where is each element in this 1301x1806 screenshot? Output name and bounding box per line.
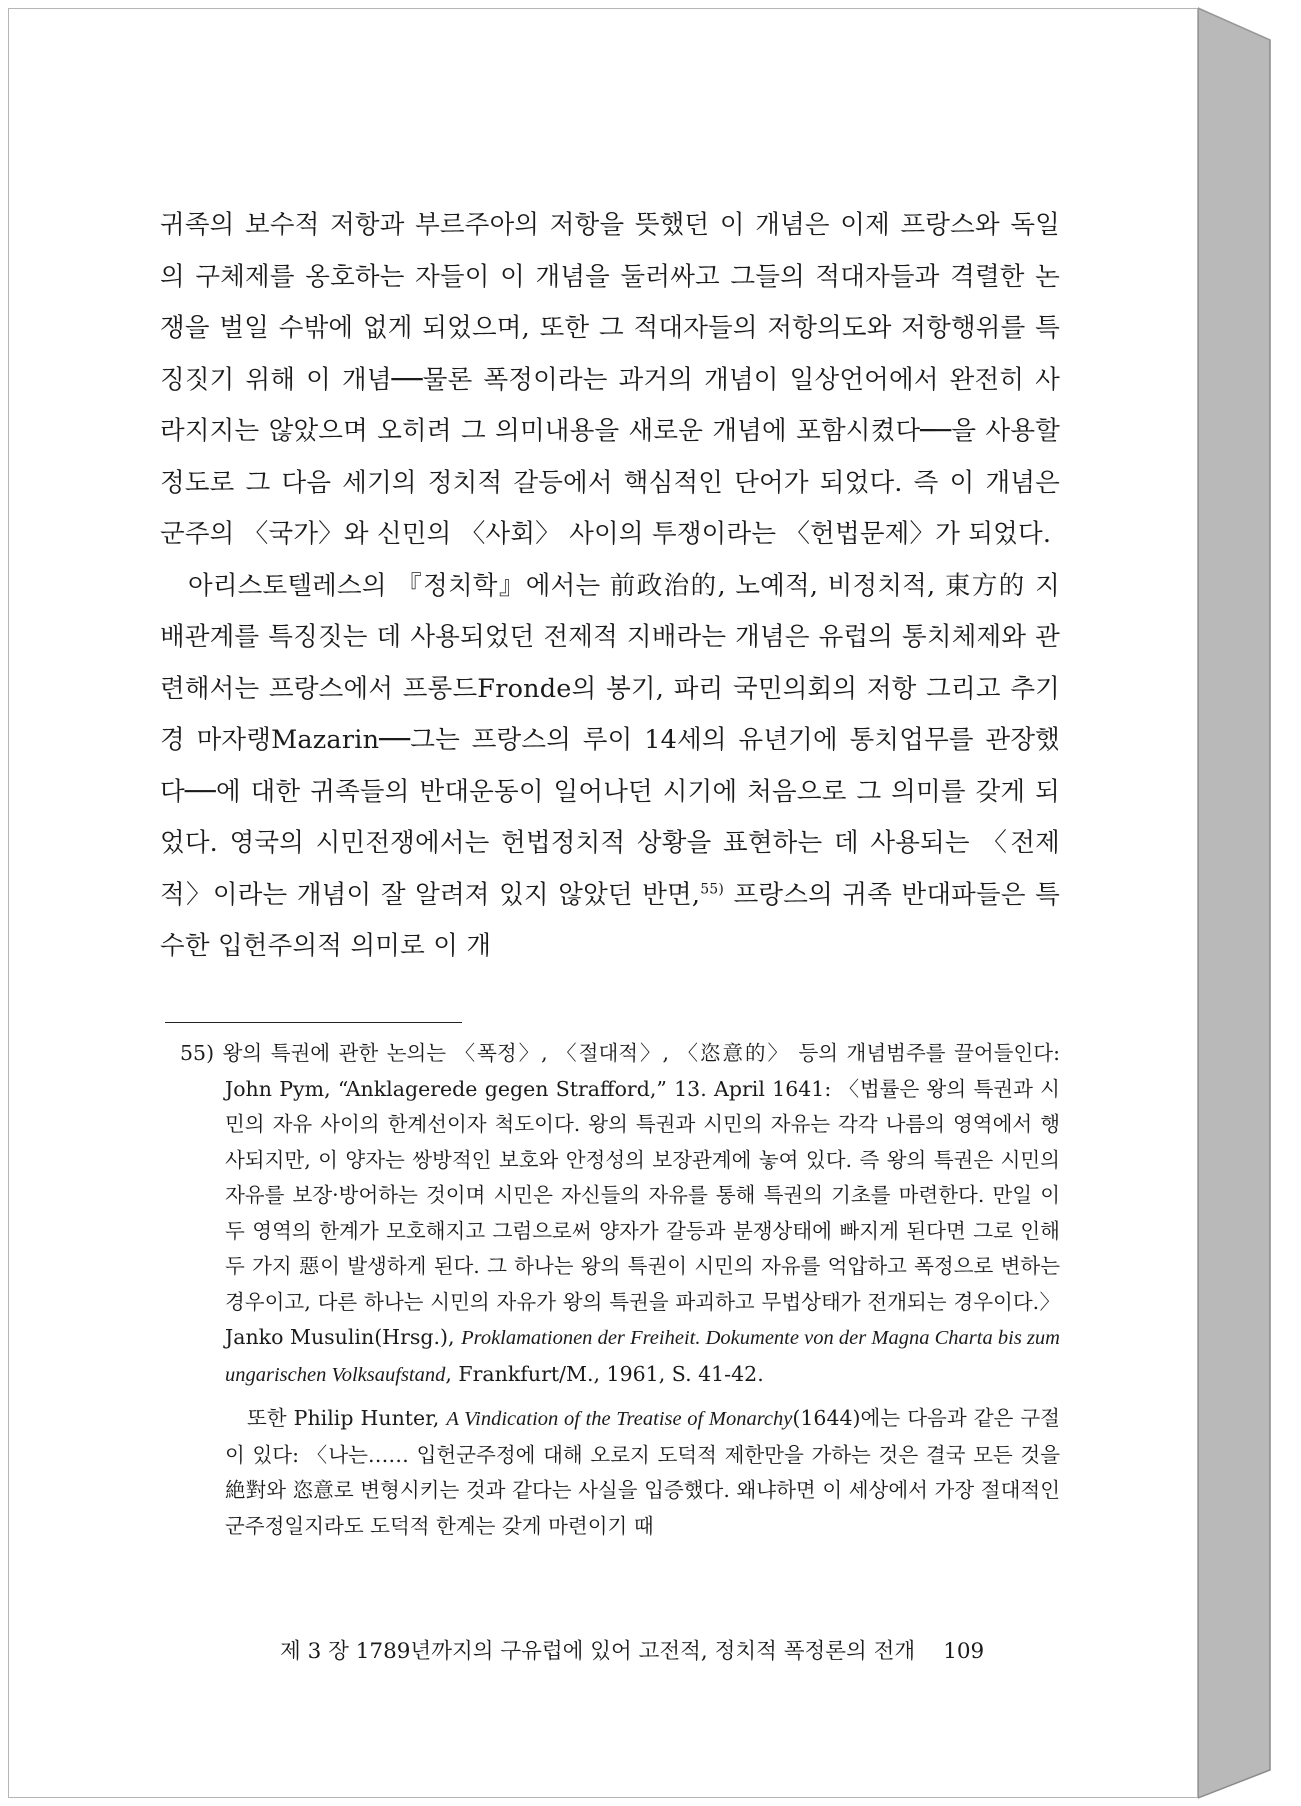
body-paragraph-2-part-2: 프랑스의 귀족 반대파들은 특수한 입헌주의적 의미로 이 개 — [160, 879, 1060, 961]
footnote-text-1: 왕의 특권에 관한 논의는 〈폭정〉, 〈절대적〉, 〈恣意的〉 등의 개념범주를 끌어들인다: John Pym, “Anklagerede gegen Strafford,” 13. April 1641: 〈법률은 왕의 특권과 시민의 자유 사이의 한계선이자 척도이다. 왕의 특권과 시민의 자유는 각각 나름의 영역에서 행사되지만, 이 양자는 쌍방적인 보호와 안정성의 보장관계에 놓여 있다. 즉 왕의 특권은 시민의 자유를 보장·방어하는 것이며 시민은 자신들의 자유를 통해 특권의 기초를 마련한다. 만일 이 두 영역의 한계가 모호해지고 그럼으로써 양자가 갈등과 분쟁상태에 빠지게 된다면 그로 인해 두 가지 惡이 발생하게 된다. 그 하나는 왕의 특권이 시민의 자유를 억압하고 폭정으로 변하는 경우이고, 다른 하나는 시민의 자유가 왕의 특권을 파괴하고 무법상태가 전개되는 경우이다.〉 Janko Musulin(Hrsg.), — [214, 1041, 1060, 1349]
footnote-55-continued — [180, 1401, 1060, 1544]
footnotes — [180, 1036, 1060, 1544]
body-paragraph-1: 귀족의 보수적 저항과 부르주아의 저항을 뜻했던 이 개념은 이제 프랑스와 독일의 구체제를 옹호하는 자들이 이 개념을 둘러싸고 그들의 적대자들과 격렬한 논쟁을 벌일 수밖에 없게 되었으며, 또한 그 적대자들의 저항의도와 저항행위를 특징짓기 위해 이 개념──물론 폭정이라는 과거의 개념이 일상언어에서 완전히 사라지지는 않았으며 오히려 그 의미내용을 새로운 개념에 포함시켰다──을 사용할 정도로 그 다음 세기의 정치적 갈등에서 핵심적인 단어가 되었다. 즉 이 개념은 군주의 〈국가〉와 신민의 〈사회〉 사이의 투쟁이라는 〈헌법문제〉가 되었다. — [160, 210, 1060, 549]
footnote-cont-title: A Vindication of the Treatise of Monarchy — [446, 1408, 793, 1430]
footnote-book-title: Proklamationen der Freiheit. Dokumente von der Magna Charta bis zum ungarischen Volksaufstand — [225, 1327, 1060, 1386]
page-number: 109 — [943, 1639, 985, 1664]
main-text — [160, 200, 1060, 973]
footnote-marker: 55) — [700, 881, 725, 897]
book-spine — [1198, 0, 1288, 1806]
chapter-title: 제 3 장 1789년까지의 구유럽에 있어 고전적, 정치적 폭정론의 전개 — [280, 1639, 916, 1664]
footnote-55 — [180, 1036, 1060, 1393]
footnote-cont-text-2: (1644)에는 다음과 같은 구절이 있다: 〈나는…… 입헌군주정에 대해 오로지 도덕적 제한만을 가하는 것은 결국 모든 것을 絶對와 恣意로 변형시키는 것과 같다는 사실을 입증했다. 왜냐하면 이 세상에서 가장 절대적인 군주정일지라도 도덕적 한계는 갖게 마련이기 때 — [225, 1406, 1060, 1538]
footnote-divider — [165, 1022, 462, 1023]
body-paragraph-2-part-1: 아리스토텔레스의 『정치학』에서는 前政治的, 노예적, 비정치적, 東方的 지배관계를 특징짓는 데 사용되었던 전제적 지배라는 개념은 유럽의 통치체제와 관련해서는 프랑스에서 프롱드Fronde의 봉기, 파리 국민의회의 저항 그리고 추기경 마자랭Mazarin──그는 프랑스의 루이 14세의 유년기에 통치업무를 관장했다──에 대한 귀족들의 반대운동이 일어나던 시기에 처음으로 그 의미를 갖게 되었다. 영국의 시민전쟁에서는 헌법정치적 상황을 표현하는 데 사용되는 〈전제적〉이라는 개념이 잘 알려져 있지 않았던 반면, — [160, 570, 1060, 910]
footnote-label: 55) — [180, 1041, 215, 1065]
body-paragraph-2 — [160, 561, 1060, 973]
footnote-cont-text-1: 또한 Philip Hunter, — [247, 1406, 447, 1430]
footnote-text-2: , Frankfurt/M., 1961, S. 41-42. — [445, 1361, 764, 1386]
running-footer — [280, 1634, 1060, 1665]
